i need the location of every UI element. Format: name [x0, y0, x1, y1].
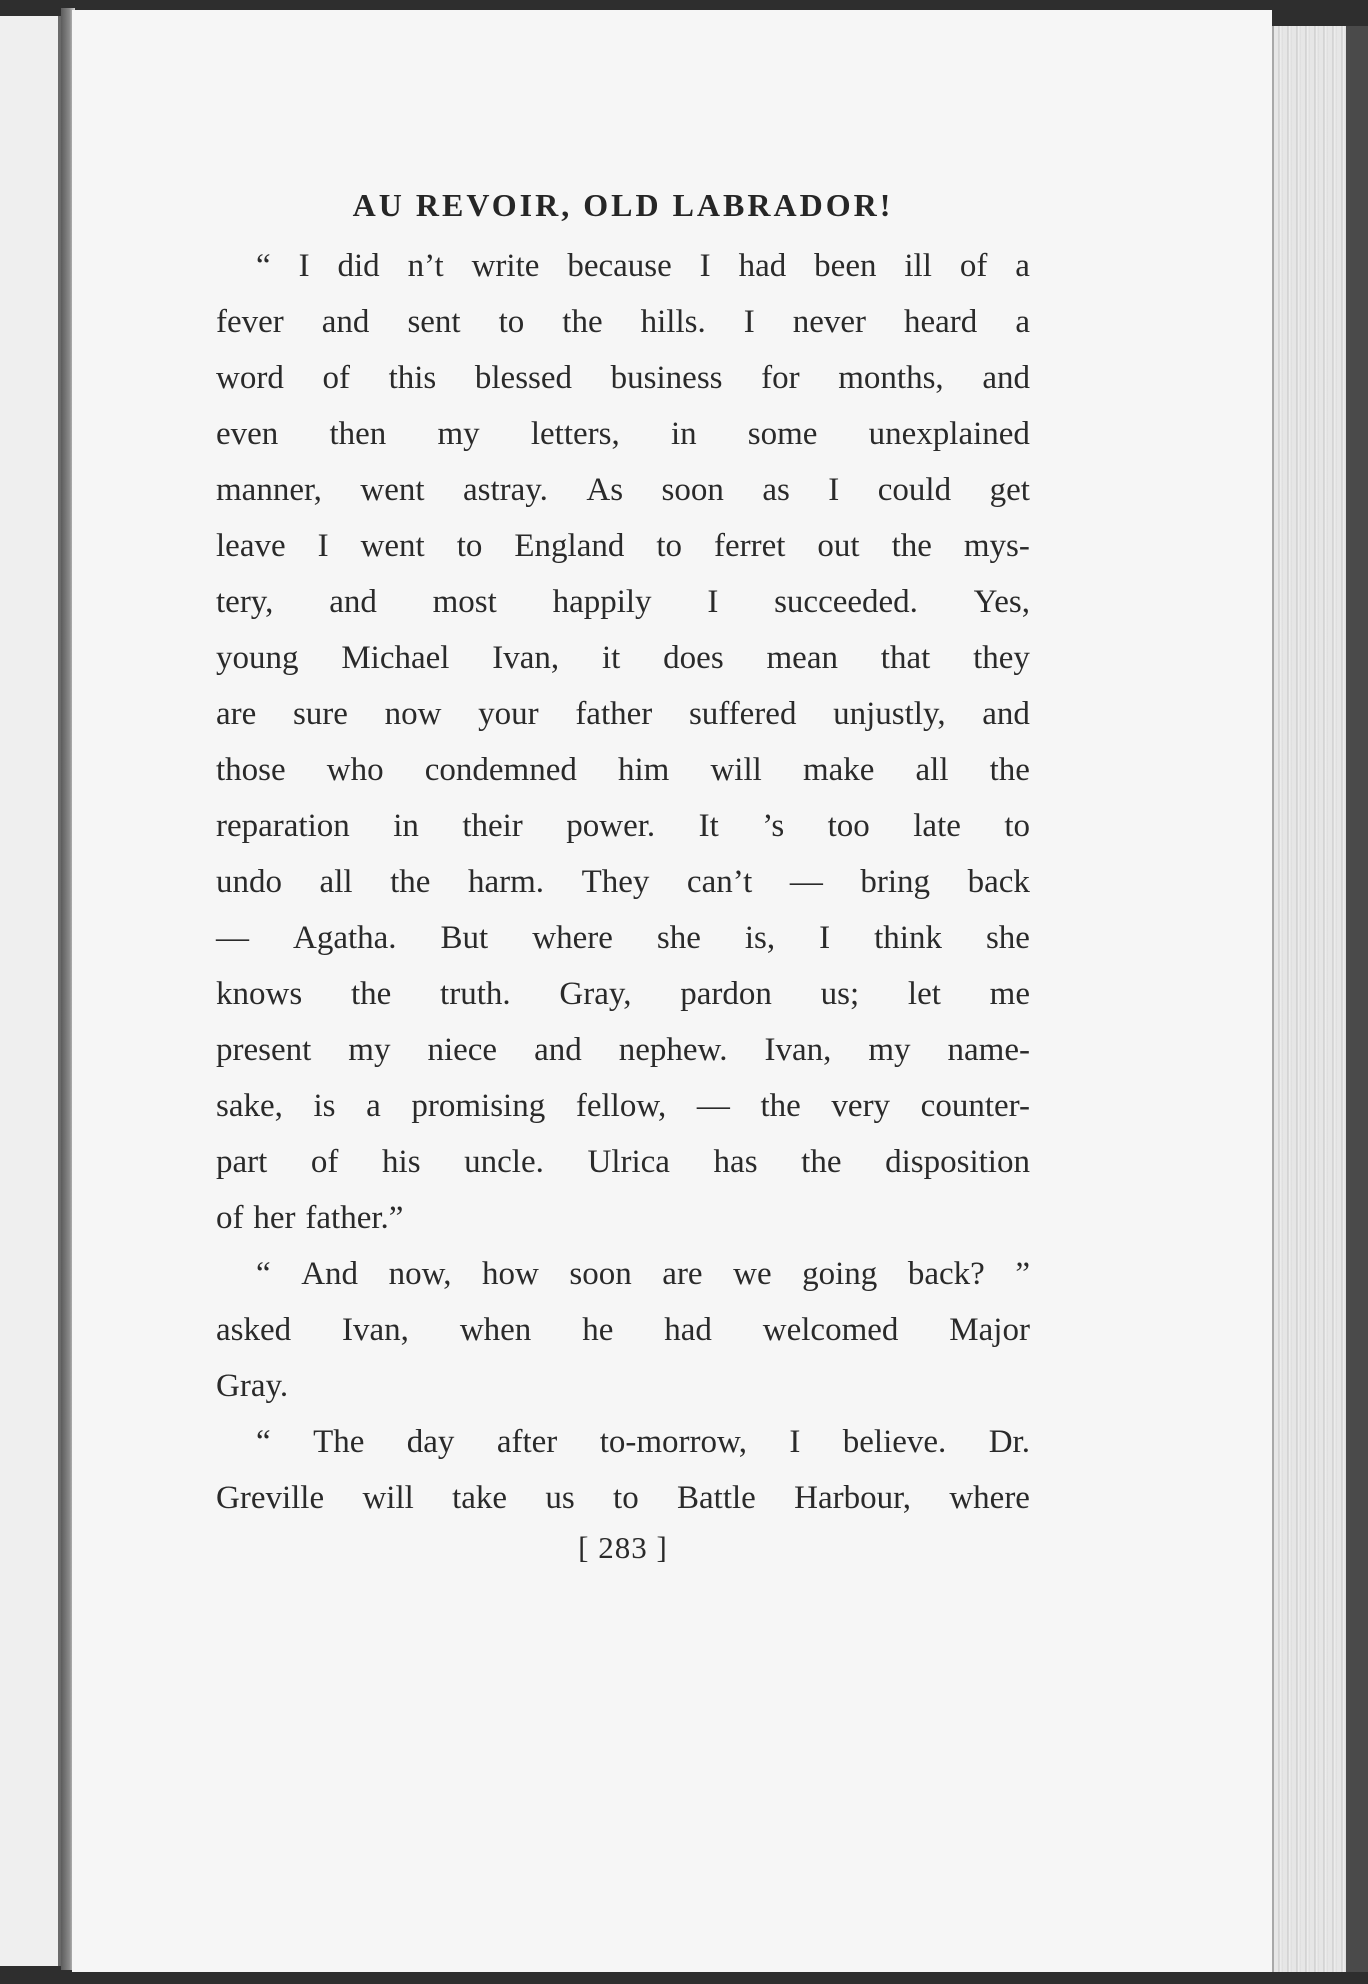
text-line [216, 1190, 1030, 1246]
word: it [602, 640, 621, 676]
word: now, [388, 1256, 452, 1292]
word: Michael [341, 640, 450, 676]
word: my [437, 416, 480, 452]
word: in [393, 808, 419, 844]
word: mean [766, 640, 838, 676]
word: unexplained [868, 416, 1030, 452]
word: uncle. [464, 1144, 544, 1180]
word: had [664, 1312, 712, 1348]
word: had [738, 248, 787, 284]
word: nephew. [618, 1032, 728, 1068]
word: after [496, 1424, 558, 1460]
word: is, [744, 920, 776, 956]
text-line [216, 1246, 1030, 1302]
word: when [459, 1312, 532, 1348]
word: he [582, 1312, 614, 1348]
word: that [880, 640, 931, 676]
text-line [216, 798, 1030, 854]
word: then [329, 416, 387, 452]
word: could [877, 472, 952, 508]
word: tery, [216, 584, 274, 620]
text-line [216, 910, 1030, 966]
word: Major [949, 1312, 1030, 1348]
word: promising [411, 1088, 546, 1124]
word: counter- [920, 1088, 1030, 1124]
word: happily [552, 584, 652, 620]
word: letters, [530, 416, 620, 452]
word: now [384, 696, 442, 732]
word: The [313, 1424, 365, 1460]
word: I [828, 472, 840, 508]
word: to-morrow, [599, 1424, 747, 1460]
text-line [216, 1358, 1030, 1414]
word: us [545, 1480, 575, 1516]
word: hills. [640, 304, 706, 340]
word: Gray. [216, 1368, 289, 1404]
word: I [699, 248, 711, 284]
word: who [326, 752, 384, 788]
text-line [216, 518, 1030, 574]
word: make [802, 752, 875, 788]
word: of [310, 1144, 339, 1180]
word: can’t [686, 864, 753, 900]
word: I [743, 304, 755, 340]
word: n’t [407, 248, 444, 284]
word: It [698, 808, 719, 844]
word: take [452, 1480, 508, 1516]
word: Ivan, [342, 1312, 409, 1348]
word: ” [1015, 1256, 1030, 1292]
text-line [216, 1022, 1030, 1078]
word: all [915, 752, 949, 788]
word: name- [947, 1032, 1030, 1068]
word: Ulrica [587, 1144, 670, 1180]
word: manner, [216, 472, 322, 508]
word: their [462, 808, 523, 844]
word: back? [907, 1256, 985, 1292]
text-line [216, 686, 1030, 742]
word: went [360, 528, 425, 564]
text-line [216, 1078, 1030, 1134]
word: of [959, 248, 988, 284]
word: out [817, 528, 860, 564]
page-edge-shadow [1346, 26, 1368, 1972]
word: for [761, 360, 800, 396]
word: the [390, 864, 431, 900]
word: us; [820, 976, 860, 1012]
word: business [610, 360, 723, 396]
text-line [216, 574, 1030, 630]
word: she [656, 920, 701, 956]
word: I [298, 248, 310, 284]
word: has [713, 1144, 758, 1180]
word: they [973, 640, 1030, 676]
running-head: AU REVOIR, OLD LABRADOR! [352, 187, 894, 223]
word: the [562, 304, 603, 340]
word: to [456, 528, 483, 564]
word: months, [838, 360, 944, 396]
word: late [913, 808, 961, 844]
word: pardon [680, 976, 772, 1012]
word: the [989, 752, 1030, 788]
word: Battle [677, 1480, 756, 1516]
word: astray. [462, 472, 548, 508]
word: Ivan, [764, 1032, 832, 1068]
word: unjustly, [833, 696, 946, 732]
word: we [733, 1256, 772, 1292]
word: And [301, 1256, 359, 1292]
facing-page-edge [0, 16, 61, 1966]
word: heard [904, 304, 978, 340]
word: where [949, 1480, 1030, 1516]
word: leave [216, 528, 286, 564]
word: “ [256, 1424, 271, 1460]
text-line [216, 854, 1030, 910]
word: the [760, 1088, 801, 1124]
text-line [216, 1414, 1030, 1470]
word: present [216, 1032, 312, 1068]
word: truth. [440, 976, 511, 1012]
word: Gray, [559, 976, 632, 1012]
word: to [1004, 808, 1030, 844]
word: write [471, 248, 540, 284]
text-line [216, 350, 1030, 406]
word: I [317, 528, 329, 564]
word: sent [407, 304, 461, 340]
page-text [216, 175, 1030, 1566]
text-line [216, 1302, 1030, 1358]
word: will [710, 752, 762, 788]
word: all [319, 864, 353, 900]
word: Yes, [973, 584, 1030, 620]
word: never [792, 304, 867, 340]
word: does [663, 640, 724, 676]
word: her [253, 1200, 296, 1236]
word: him [618, 752, 670, 788]
word: back [967, 864, 1030, 900]
word: part [216, 1144, 268, 1180]
word: where [532, 920, 613, 956]
word: my [868, 1032, 911, 1068]
word: sure [292, 696, 348, 732]
word: even [216, 416, 279, 452]
word: reparation [216, 808, 350, 844]
word: a [366, 1088, 381, 1124]
word: my [348, 1032, 391, 1068]
word: Agatha. [293, 920, 397, 956]
word: his [382, 1144, 421, 1180]
word: ’s [762, 808, 785, 844]
word: in [670, 416, 697, 452]
word: a [1015, 304, 1030, 340]
text-line [216, 630, 1030, 686]
text-line [216, 966, 1030, 1022]
word: going [802, 1256, 878, 1292]
word: the [350, 976, 392, 1012]
word: the [891, 528, 932, 564]
word: she [985, 920, 1030, 956]
word: word [216, 360, 284, 396]
word: day [406, 1424, 455, 1460]
word: because [567, 248, 672, 284]
word: how [482, 1256, 539, 1292]
text-line [216, 294, 1030, 350]
word: let [907, 976, 941, 1012]
word: sake, [216, 1088, 283, 1124]
word: to [613, 1480, 639, 1516]
word: succeeded. [774, 584, 918, 620]
word: is [313, 1088, 336, 1124]
word: disposition [885, 1144, 1030, 1180]
word: harm. [467, 864, 545, 900]
word: and [321, 304, 370, 340]
word: mys- [963, 528, 1030, 564]
word: But [440, 920, 489, 956]
word: young [216, 640, 299, 676]
word: are [216, 696, 257, 732]
word: too [827, 808, 870, 844]
word: I [789, 1424, 801, 1460]
word: — [696, 1088, 730, 1124]
text-line [216, 1470, 1030, 1526]
word: this [388, 360, 437, 396]
text-line [216, 406, 1030, 462]
word: did [337, 248, 380, 284]
word: as [762, 472, 790, 508]
page-number: [ 283 ] [578, 1530, 668, 1565]
word: those [216, 752, 286, 788]
word: went [360, 472, 425, 508]
word: and [982, 360, 1030, 396]
word: soon [661, 472, 724, 508]
word: of [216, 1200, 244, 1236]
word: They [581, 864, 650, 900]
word: get [989, 472, 1030, 508]
word: soon [569, 1256, 632, 1292]
word: England [514, 528, 625, 564]
word: are [662, 1256, 703, 1292]
word: I [707, 584, 719, 620]
word: your [478, 696, 539, 732]
text-line [216, 742, 1030, 798]
word: of [322, 360, 350, 396]
word: think [874, 920, 942, 956]
word: the [801, 1144, 842, 1180]
word: me [989, 976, 1030, 1012]
word: I [819, 920, 831, 956]
word: power. [566, 808, 656, 844]
word: bring [860, 864, 931, 900]
word: — [789, 864, 823, 900]
word: Dr. [988, 1424, 1030, 1460]
word: will [362, 1480, 414, 1516]
word: knows [216, 976, 303, 1012]
word: Greville [216, 1480, 325, 1516]
word: father.” [305, 1200, 404, 1236]
word: Harbour, [794, 1480, 912, 1516]
word: — [216, 920, 249, 956]
word: As [586, 472, 624, 508]
word: and [329, 584, 377, 620]
word: most [432, 584, 497, 620]
word: suffered [688, 696, 797, 732]
word: and [982, 696, 1030, 732]
word: blessed [474, 360, 573, 396]
word: Ivan, [492, 640, 560, 676]
word: “ [256, 1256, 271, 1292]
word: a [1015, 248, 1030, 284]
word: to [656, 528, 683, 564]
text-line [216, 462, 1030, 518]
word: “ [256, 248, 271, 284]
word: very [831, 1088, 891, 1124]
word: to [498, 304, 525, 340]
word: believe. [842, 1424, 947, 1460]
text-line [216, 1134, 1030, 1190]
word: ferret [714, 528, 786, 564]
word: some [747, 416, 818, 452]
word: fever [216, 304, 284, 340]
word: undo [216, 864, 282, 900]
word: ill [904, 248, 932, 284]
word: fellow, [575, 1088, 667, 1124]
word: welcomed [762, 1312, 899, 1348]
word: condemned [424, 752, 577, 788]
word: father [575, 696, 653, 732]
word: been [814, 248, 877, 284]
word: and [534, 1032, 582, 1068]
word: niece [427, 1032, 498, 1068]
word: asked [216, 1312, 292, 1348]
page-stack-edge [1272, 26, 1348, 1972]
text-line [216, 238, 1030, 294]
